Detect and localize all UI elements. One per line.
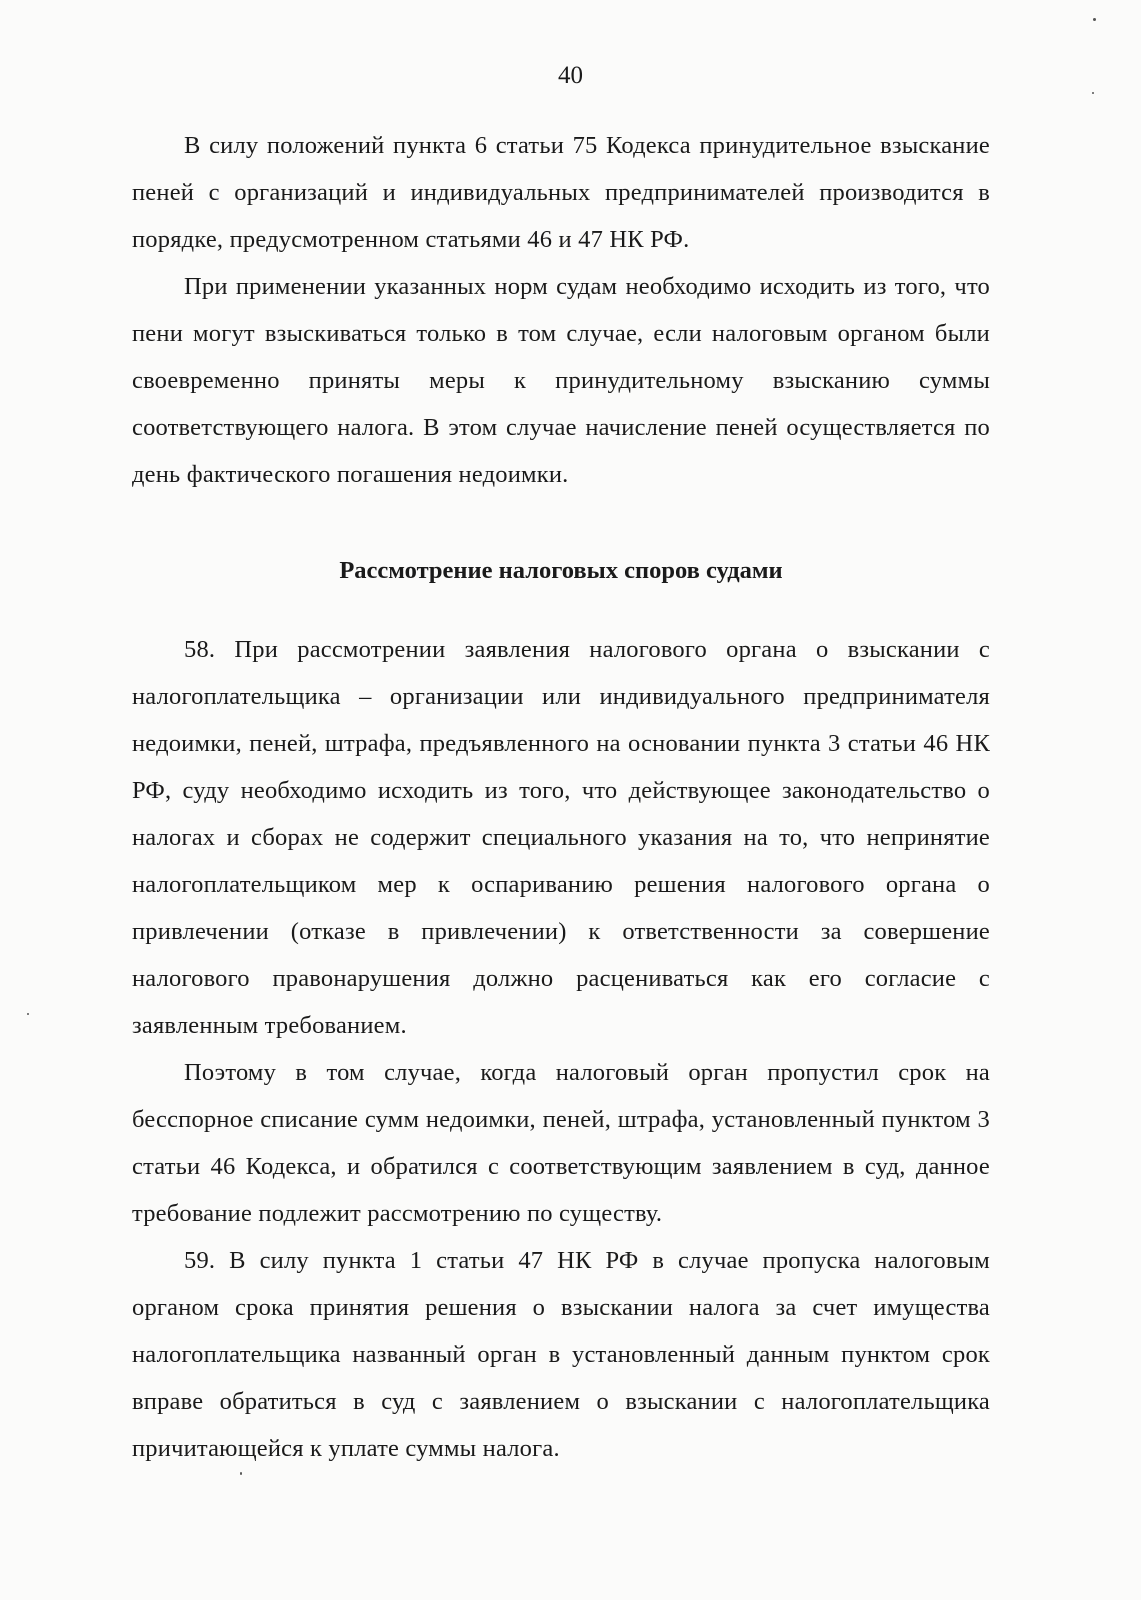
section-heading-block [132,547,990,594]
bottom-text-block [132,626,990,1472]
scan-speck [27,1013,29,1015]
paragraph-58: 58. При рассмотрении заявления налогового органа о взыскании с налогоплательщика – организации или индивидуального предпринимателя недоимки, пеней, штрафа, предъявленного на основании пункта 3 статьи 46 НК РФ, суду необходимо исходить из того, что действующее законодательство о налогах и сборах не содержит специального указания на то, что непринятие налогоплательщиком мер к оспариванию решения налогового органа о привлечении (отказе в привлечении) к ответственности за совершение налогового правонарушения должно расцениваться как его согласие с заявленным требованием. [132,636,990,1039]
paragraph-59: 59. В силу пункта 1 статьи 47 НК РФ в случае пропуска налоговым органом срока принятия решения о взыскании налога за счет имущества налогоплательщика названный орган в установленный данным пунктом срок вправе обратиться в суд с заявлением о взыскании с налогоплательщика причитающейся к уплате суммы налога. [132,1247,990,1462]
section-heading: Рассмотрение налоговых споров судами [339,557,783,584]
paragraph-penalty-conditions: При применении указанных норм судам необходимо исходить из того, что пени могут взыскиваться только в том случае, если налоговым органом были своевременно приняты меры к принудительному взысканию суммы соответствующего налога. В этом случае начисление пеней осуществляется по день фактического погашения недоимки. [132,273,990,488]
paragraph-58-continued: Поэтому в том случае, когда налоговый орган пропустил срок на бесспорное списание сумм недоимки, пеней, штрафа, установленный пунктом 3 статьи 46 Кодекса, и обратился с соответствующим заявлением в суд, данное требование подлежит рассмотрению по существу. [132,1059,990,1227]
page-number: 40 [558,62,583,89]
paragraph-penalty-collection: В силу положений пункта 6 статьи 75 Кодекса принудительное взыскание пеней с организаций и индивидуальных предпринимателей производится в порядке, предусмотренном статьями 46 и 47 НК РФ. [132,132,990,253]
top-text-block [132,122,990,498]
scan-speck [1092,92,1094,94]
scan-speck [240,1472,242,1475]
scan-speck [1093,18,1096,21]
